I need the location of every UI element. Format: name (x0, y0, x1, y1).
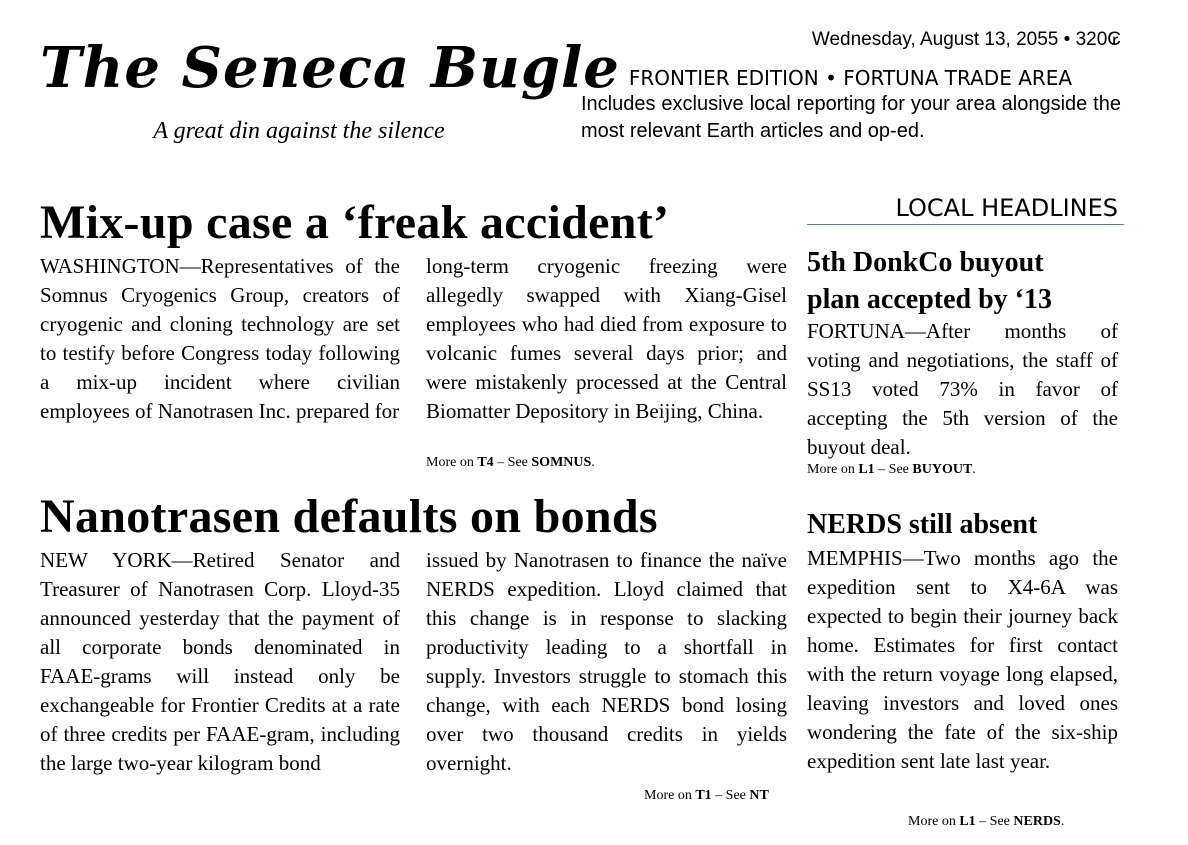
local-story-1-headline-line-1: 5th DonkCo buyout (807, 247, 1044, 278)
local-headlines-header: LOCAL HEADLINES (807, 192, 1124, 225)
story-2-more-link[interactable]: More on T1 – See NT (644, 788, 769, 803)
local-story-2-body: MEMPHIS—Two months ago the expedition sent to X4-6A was expected to begin their journey back home. Estimates for first contact with the return voyage long elapsed, leaving investors and loved ones wondering the fate of the six-ship expedition sent late last year. (807, 546, 1118, 773)
edition-label: FRONTIER EDITION • FORTUNA TRADE AREA (628, 66, 1073, 90)
story-2-column-1: NEW YORK—Retired Senator and Treasurer of Nanotrasen Corp. Lloyd-35 announced yesterday that the payment of all corporate bonds denominated in FAAE-grams will instead only be exchangeable for Frontier Credits at a rate of three credits per FAAE-gram, including the large two-year kilogram bond (40, 548, 400, 775)
story-1-column-2: long-term cryogenic freezing were allegedly swapped with Xiang-Gisel employees who had died from exposure to volcanic fumes several days prior; and were mistakenly processed at the Central Biomatter Depository in Beijing, China. (426, 254, 787, 423)
story-1-column-1: WASHINGTON—Representatives of the Somnus Cryogenics Group, creators of cryogenic and cloning technology are set to testify before Congress today following a mix-up incident where civilian employees of Nanotrasen Inc. prepared for (40, 254, 400, 423)
story-1-headline: Mix-up case a ‘freak accident’ (40, 196, 670, 249)
newspaper-title: The Seneca Bugle (40, 35, 620, 101)
local-story-2-more-link[interactable]: More on L1 – See NERDS. (908, 814, 1065, 829)
local-story-2-headline: NERDS still absent (807, 509, 1038, 540)
local-story-1-headline-line-2: plan accepted by ‘13 (807, 284, 1052, 315)
local-story-1-more-link[interactable]: More on L1 – See BUYOUT. (807, 462, 976, 477)
dateline: Wednesday, August 13, 2055 • 320₢ (811, 29, 1121, 50)
local-story-1-body: FORTUNA—After months of voting and negotiations, the staff of SS13 voted 73% in favor of accepting the 5th version of the buyout deal. (807, 319, 1118, 459)
edition-blurb: Includes exclusive local reporting for your area alongside the most relevant Earth articles and op-ed. (581, 93, 1121, 142)
story-2-headline: Nanotrasen defaults on bonds (40, 490, 658, 543)
story-1-more-link[interactable]: More on T4 – See SOMNUS. (426, 455, 595, 470)
newspaper-tagline: A great din against the silence (153, 118, 445, 144)
story-2-column-2: issued by Nanotrasen to finance the naïve NERDS expedition. Lloyd claimed that this change is in response to slacking productivity leading to a shortfall in supply. Investors struggle to stomach this change, with each NERDS bond losing over two thousand credits in yields overnight. (426, 548, 787, 775)
